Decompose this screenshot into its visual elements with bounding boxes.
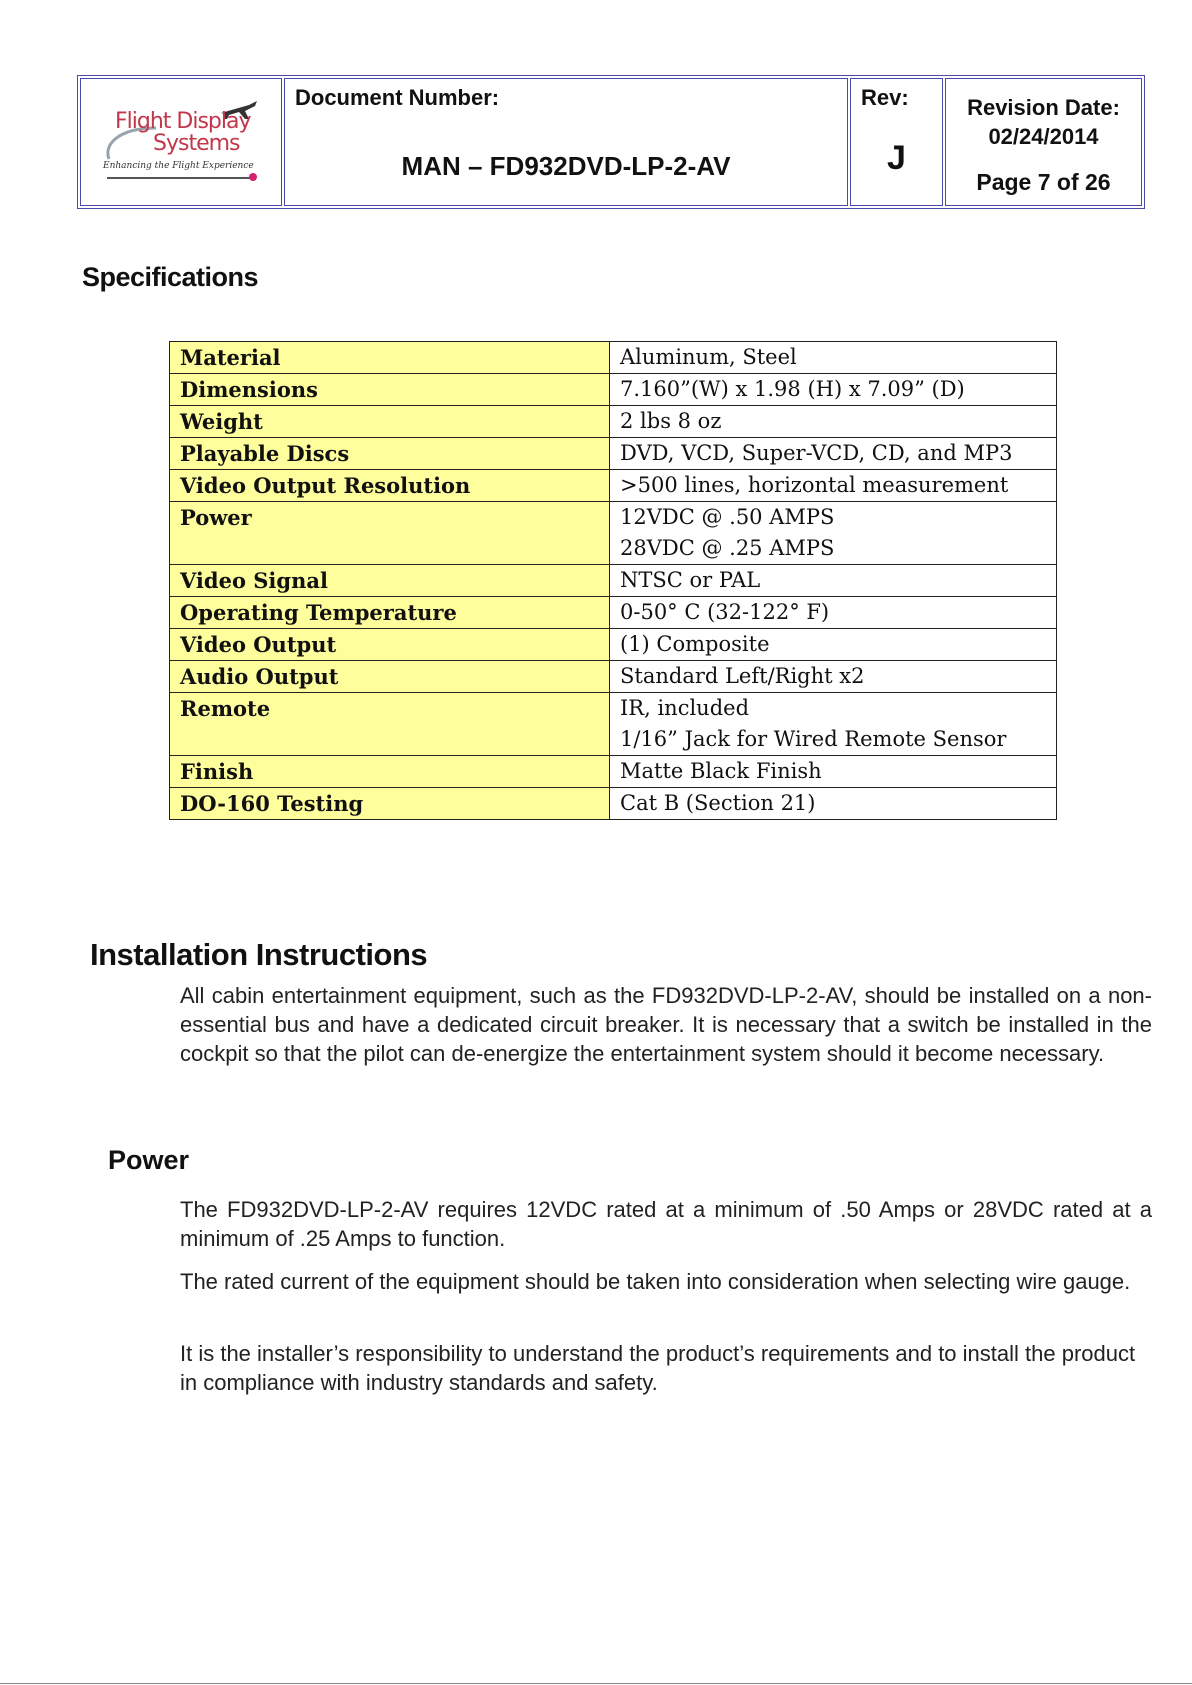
installation-paragraph: All cabin entertainment equipment, such as the FD932DVD-LP-2-AV, should be installed on a non-essential bus and have a dedicated circuit breaker. It is necessary that a switch be installed in the cockpit so that the pilot can de-energize the entertainment system should it become necessary. — [180, 983, 1152, 1066]
spec-key: Dimensions — [170, 374, 610, 406]
power-paragraph-1: The FD932DVD-LP-2-AV requires 12VDC rated at a minimum of .50 Amps or 28VDC rated at a minimum of .25 Amps to function. — [180, 1197, 1152, 1251]
revision-cell — [850, 78, 943, 206]
spec-value-cell — [610, 406, 1057, 438]
spec-value-cell — [610, 502, 1057, 565]
spec-value: 7.160”(W) x 1.98 (H) x 7.09” (D) — [620, 377, 965, 401]
spec-key: Power — [170, 502, 610, 565]
spec-value-cell — [610, 565, 1057, 597]
logo-cell — [80, 78, 282, 206]
logo-rule — [107, 177, 251, 179]
spec-value: Cat B (Section 21) — [620, 791, 816, 815]
document-number: MAN – FD932DVD-LP-2-AV — [401, 151, 731, 181]
spec-row — [170, 438, 1057, 470]
spec-value: NTSC or PAL — [620, 568, 761, 592]
spec-value: 28VDC @ .25 AMPS — [620, 536, 835, 560]
power-heading: Power — [108, 1145, 190, 1175]
spec-value-cell — [610, 693, 1057, 756]
spec-key: Finish — [170, 756, 610, 788]
power-paragraph-2: The rated current of the equipment should be taken into consideration when selecting wire gauge. — [180, 1269, 1131, 1294]
spec-value: IR, included — [620, 696, 750, 720]
spec-row — [170, 406, 1057, 438]
revision-date-block — [946, 93, 1141, 151]
spec-value: 12VDC @ .50 AMPS — [620, 505, 835, 529]
spec-key: Weight — [170, 406, 610, 438]
spec-row — [170, 788, 1057, 820]
specifications-heading: Specifications — [82, 262, 259, 292]
spec-key: Operating Temperature — [170, 597, 610, 629]
logo-tagline: Enhancing the Flight Experience — [103, 161, 254, 171]
spec-key: Video Output — [170, 629, 610, 661]
revision-date-cell — [945, 78, 1142, 206]
spec-row — [170, 693, 1057, 756]
spec-row — [170, 502, 1057, 565]
spec-row — [170, 756, 1057, 788]
spec-row — [170, 597, 1057, 629]
spec-value: (1) Composite — [620, 632, 770, 656]
spec-value-cell — [610, 629, 1057, 661]
spec-value-cell — [610, 438, 1057, 470]
document-header — [77, 75, 1145, 209]
spec-key: Material — [170, 342, 610, 374]
specifications-table-body — [170, 342, 1057, 820]
spec-value-cell — [610, 342, 1057, 374]
spec-key: Playable Discs — [170, 438, 610, 470]
logo-dot — [249, 173, 257, 181]
spec-value: Standard Left/Right x2 — [620, 664, 865, 688]
spec-value: 2 lbs 8 oz — [620, 409, 722, 433]
revision-date-label: Revision Date: — [967, 95, 1120, 120]
installation-heading: Installation Instructions — [90, 937, 428, 972]
spec-value: Aluminum, Steel — [620, 345, 797, 369]
spec-value: >500 lines, horizontal measurement — [620, 473, 1009, 497]
spec-value: 0-50° C (32-122° F) — [620, 600, 830, 624]
spec-value: 1/16” Jack for Wired Remote Sensor — [620, 727, 1007, 751]
spec-value-cell — [610, 597, 1057, 629]
page-number: Page 7 of 26 — [976, 169, 1111, 195]
spec-value-cell — [610, 661, 1057, 693]
revision-value: J — [887, 139, 906, 177]
power-paragraph-3: It is the installer’s responsibility to understand the product’s requirements and to install the product in compliance with industry standards and safety. — [180, 1341, 1136, 1395]
logo-text-line1: Flight Display — [115, 109, 251, 134]
spec-row — [170, 565, 1057, 597]
spec-value: Matte Black Finish — [620, 759, 822, 783]
spec-key: Video Output Resolution — [170, 470, 610, 502]
document-number-label: Document Number: — [295, 85, 500, 110]
spec-value-cell — [610, 374, 1057, 406]
page-bottom-rule — [0, 1683, 1192, 1684]
spec-key: Audio Output — [170, 661, 610, 693]
spec-row — [170, 629, 1057, 661]
spec-value-cell — [610, 470, 1057, 502]
revision-date: 02/24/2014 — [988, 124, 1099, 149]
spec-row — [170, 374, 1057, 406]
spec-key: Remote — [170, 693, 610, 756]
logo-text-line2: Systems — [153, 131, 240, 156]
specifications-table — [169, 341, 1057, 820]
company-logo — [101, 97, 261, 187]
spec-value-cell — [610, 788, 1057, 820]
revision-label: Rev: — [861, 85, 909, 110]
spec-row — [170, 470, 1057, 502]
spec-row — [170, 661, 1057, 693]
spec-key: DO-160 Testing — [170, 788, 610, 820]
spec-value: DVD, VCD, Super-VCD, CD, and MP3 — [620, 441, 1013, 465]
spec-value-cell — [610, 756, 1057, 788]
spec-row — [170, 342, 1057, 374]
spec-key: Video Signal — [170, 565, 610, 597]
document-number-cell — [284, 78, 848, 206]
